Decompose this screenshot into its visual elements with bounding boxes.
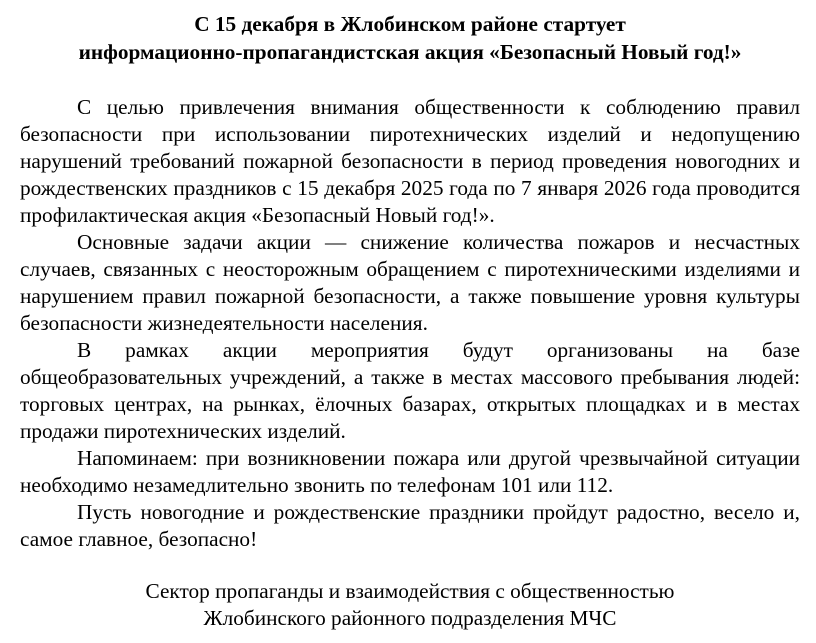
page-title [20, 10, 800, 66]
signature-line-2: Жлобинского районного подразделения МЧС [203, 606, 617, 630]
document-page [20, 10, 800, 553]
title-line-2: информационно‑пропагандистская акция «Безопасный Новый год!» [78, 40, 742, 64]
signature-line-1: Сектор пропаганды и взаимодействия с общественностью [145, 579, 675, 603]
signature [20, 578, 800, 632]
title-line-1: С 15 декабря в Жлобинском районе стартует [194, 12, 626, 36]
article-body [20, 94, 800, 553]
paragraph-events: В рамках акции мероприятия будут организованы на базе общеобразовательных учреждений, а также в местах массового пребывания людей: торговых центрах, на рынках, ёлочных базарах, открытых площадках и в местах продажи пиротехнических изделий. [20, 338, 800, 443]
paragraph-reminder: Напоминаем: при возникновении пожара или другой чрезвычайной ситуации необходимо незамедлительно звонить по телефонам 101 или 112. [20, 446, 800, 497]
paragraph-intro: С целью привлечения внимания общественности к соблюдению правил безопасности при использовании пиротехнических изделий и недопущению нарушений требований пожарной безопасности в период проведения новогодних и рождественских праздников с 15 декабря 2025 года по 7 января 2026 года проводится профилактическая акция «Безопасный Новый год!». [20, 95, 800, 227]
paragraph-wishes: Пусть новогодние и рождественские праздники пройдут радостно, весело и, самое главное, безопасно! [20, 500, 800, 551]
paragraph-tasks: Основные задачи акции — снижение количества пожаров и несчастных случаев, связанных с неосторожным обращением с пиротехническими изделиями и нарушением правил пожарной безопасности, а также повышение уровня культуры безопасности жизнедеятельности населения. [20, 230, 800, 335]
